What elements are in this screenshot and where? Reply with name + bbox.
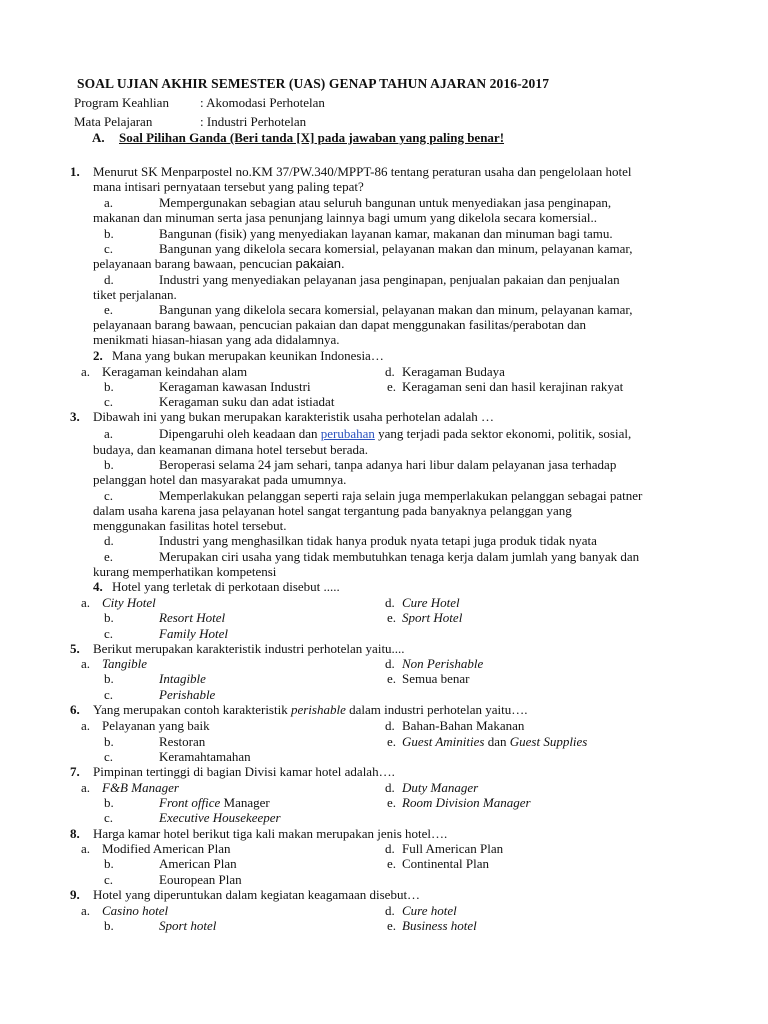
option-text: budaya, dan keamanan dimana hotel tersebut berada. — [93, 442, 369, 457]
option-text: Family Hotel — [159, 626, 228, 641]
option-text-part: Dipengaruhi oleh keadaan dan — [159, 426, 318, 441]
question-text-part: perishable — [290, 702, 346, 717]
option-text-part: pakaian. — [295, 256, 345, 271]
option-text: Keramahtamahan — [159, 749, 251, 764]
option-text: Cure hotel — [402, 903, 457, 918]
option-letter: d. — [385, 656, 395, 671]
option-letter: e. — [387, 734, 397, 749]
option-letter: e. — [387, 671, 397, 686]
option-text: Semua benar — [402, 671, 470, 686]
subject-label: Mata Pelajaran — [74, 114, 153, 129]
option-letter: b. — [104, 795, 114, 810]
program-label: Program Keahlian — [74, 95, 169, 110]
option-text-part: yang terjadi pada sektor ekonomi, politik, sosial, — [378, 426, 632, 441]
option-letter: b. — [104, 379, 114, 394]
question-number: 9. — [70, 887, 80, 902]
option-letter: e. — [387, 918, 397, 933]
option-letter: d. — [104, 533, 114, 548]
question-text — [93, 702, 527, 717]
question-text: Hotel yang diperuntukan dalam kegiatan keagamaan disebut… — [93, 887, 421, 902]
question-text: Mana yang bukan merupakan keunikan Indonesia… — [112, 348, 384, 363]
option-text-part: Front office — [159, 795, 221, 810]
option-letter: e. — [387, 795, 397, 810]
option-letter: b. — [104, 918, 114, 933]
option-letter: d. — [385, 595, 395, 610]
option-text-part: Manager — [223, 795, 270, 810]
option-letter: e. — [387, 610, 397, 625]
question-text: mana intisari pernyataan tersebut yang paling tepat? — [93, 179, 364, 194]
option-text: Industri yang menghasilkan tidak hanya produk nyata tetapi juga produk tidak nyata — [159, 533, 597, 548]
section-letter: A. — [92, 130, 105, 145]
option-letter: c. — [104, 626, 114, 641]
option-text: Sport hotel — [159, 918, 217, 933]
option-letter: c. — [104, 394, 114, 409]
option-text: Duty Manager — [402, 780, 479, 795]
question-number: 2. — [93, 348, 103, 363]
option-text: menikmati hiasan-hiasan yang ada didalamnya. — [93, 332, 340, 347]
option-text: Cure Hotel — [402, 595, 460, 610]
section-title: Soal Pilihan Ganda (Beri tanda [X] pada jawaban yang paling benar! — [119, 130, 505, 145]
option-letter: a. — [81, 656, 91, 671]
option-text: Keragaman kawasan Industri — [159, 379, 311, 394]
option-text: Intagible — [159, 671, 206, 686]
question-number: 1. — [70, 164, 80, 179]
option-text — [159, 426, 631, 441]
option-text: Industri yang menyediakan pelayanan jasa penginapan, penjualan pakaian dan penjualan — [159, 272, 620, 287]
option-letter: e. — [387, 856, 397, 871]
option-text: tiket perjalanan. — [93, 287, 177, 302]
option-letter: b. — [104, 610, 114, 625]
option-text: pelayanaan barang bawaan, pencucian pakaian dan dapat menggunakan fasilitas/perabotan dan — [93, 317, 587, 332]
option-letter: c. — [104, 810, 114, 825]
option-text: Keragaman keindahan alam — [102, 364, 248, 379]
option-text — [402, 734, 587, 749]
option-text: makanan dan minuman serta jasa penunjang lainnya bagi umum yang dikelola secara komersial.. — [93, 210, 597, 225]
option-text: Casino hotel — [102, 903, 169, 918]
option-text: kurang memperhatikan kompetensi — [93, 564, 277, 579]
option-text: Keragaman seni dan hasil kerajinan rakyat — [402, 379, 624, 394]
perubahan-link[interactable]: perubahan — [320, 426, 375, 441]
option-text-part: Guest Aminities — [402, 734, 485, 749]
option-text: Eouropean Plan — [159, 872, 242, 887]
option-letter: a. — [81, 780, 91, 795]
page-title: SOAL UJIAN AKHIR SEMESTER (UAS) GENAP TAHUN AJARAN 2016-2017 — [77, 76, 550, 91]
option-letter: b. — [104, 226, 114, 241]
option-letter: d. — [104, 272, 114, 287]
option-letter: a. — [81, 718, 91, 733]
option-text: Full American Plan — [402, 841, 504, 856]
question-number: 3. — [70, 409, 80, 424]
option-text — [93, 256, 345, 271]
question-number: 8. — [70, 826, 80, 841]
option-text: Bangunan yang dikelola secara komersial, pelayanan makan dan minum, pelayanan kamar, — [159, 241, 633, 256]
program-value: : Akomodasi Perhotelan — [200, 95, 325, 110]
option-letter: d. — [385, 903, 395, 918]
question-number: 6. — [70, 702, 80, 717]
option-letter: c. — [104, 488, 114, 503]
option-text: American Plan — [159, 856, 237, 871]
option-letter: d. — [385, 718, 395, 733]
question-text: Berikut merupakan karakteristik industri perhotelan yaitu.... — [93, 641, 405, 656]
option-letter: a. — [104, 426, 114, 441]
option-letter: b. — [104, 671, 114, 686]
option-letter: e. — [104, 549, 114, 564]
question-number: 4. — [93, 579, 103, 594]
option-text: Modified American Plan — [102, 841, 231, 856]
option-text: Bangunan yang dikelola secara komersial, pelayanan makan dan minum, pelayanan kamar, — [159, 302, 633, 317]
option-text: Bangunan (fisik) yang menyediakan layanan kamar, makanan dan minuman bagi tamu. — [159, 226, 613, 241]
option-text — [159, 795, 270, 810]
option-text: Resort Hotel — [159, 610, 226, 625]
question-text: Menurut SK Menparpostel no.KM 37/PW.340/MPPT-86 tentang peraturan usaha dan pengelolaan hotel — [93, 164, 632, 179]
option-text: Mempergunakan sebagian atau seluruh bangunan untuk menyediakan jasa penginapan, — [159, 195, 612, 210]
option-text-part: Guest Supplies — [509, 734, 588, 749]
question-text-part: dalam industri perhotelan yaitu…. — [349, 702, 528, 717]
option-text-part: pelayanaan barang bawaan, pencucian — [93, 256, 293, 271]
option-text: Merupakan ciri usaha yang tidak membutuhkan tenaga kerja dalam jumlah yang banyak dan — [159, 549, 640, 564]
option-letter: c. — [104, 241, 114, 256]
option-text-part: dan — [487, 734, 507, 749]
question-text-part: Yang merupakan contoh karakteristik — [93, 702, 288, 717]
option-letter: c. — [104, 687, 114, 702]
option-letter: a. — [81, 903, 91, 918]
option-text: City Hotel — [102, 595, 156, 610]
option-text: Bahan-Bahan Makanan — [402, 718, 525, 733]
option-letter: a. — [81, 595, 91, 610]
option-letter: e. — [104, 302, 114, 317]
option-letter: a. — [81, 364, 91, 379]
option-text: F&B Manager — [102, 780, 179, 795]
option-letter: d. — [385, 841, 395, 856]
option-letter: e. — [387, 379, 397, 394]
option-text: Tangible — [102, 656, 148, 671]
option-text: Pelayanan yang baik — [102, 718, 210, 733]
option-text: Executive Housekeeper — [159, 810, 281, 825]
option-letter: b. — [104, 734, 114, 749]
option-text: Non Perishable — [402, 656, 484, 671]
option-text: Restoran — [159, 734, 206, 749]
option-letter: d. — [385, 364, 395, 379]
option-letter: c. — [104, 749, 114, 764]
option-text: Continental Plan — [402, 856, 490, 871]
question-text: Harga kamar hotel berikut tiga kali makan merupakan jenis hotel…. — [93, 826, 448, 841]
option-text: Keragaman suku dan adat istiadat — [159, 394, 335, 409]
question-number: 5. — [70, 641, 80, 656]
subject-value: : Industri Perhotelan — [200, 114, 307, 129]
option-text: dalam usaha karena jasa pelayanan hotel sangat tergantung pada banyaknya pelanggan yang — [93, 503, 572, 518]
question-number: 7. — [70, 764, 80, 779]
option-text: Sport Hotel — [402, 610, 463, 625]
question-text: Pimpinan tertinggi di bagian Divisi kamar hotel adalah…. — [93, 764, 395, 779]
option-letter: d. — [385, 780, 395, 795]
option-letter: a. — [81, 841, 91, 856]
option-letter: b. — [104, 457, 114, 472]
option-letter: a. — [104, 195, 114, 210]
option-text: Memperlakukan pelanggan seperti raja selain juga memperlakukan pelanggan sebagai patner — [159, 488, 643, 503]
option-text: pelanggan hotel dan masyarakat pada umumnya. — [93, 472, 347, 487]
question-text: Hotel yang terletak di perkotaan disebut ..... — [112, 579, 340, 594]
option-text: Beroperasi selama 24 jam sehari, tanpa adanya hari libur dalam pelayanan jasa terhadap — [159, 457, 617, 472]
option-text: menggunakan fasilitas hotel tersebut. — [93, 518, 287, 533]
option-text: Perishable — [159, 687, 216, 702]
option-text: Business hotel — [402, 918, 477, 933]
option-letter: b. — [104, 856, 114, 871]
option-text: Room Division Manager — [402, 795, 531, 810]
option-letter: c. — [104, 872, 114, 887]
option-text: Keragaman Budaya — [402, 364, 505, 379]
question-text: Dibawah ini yang bukan merupakan karakteristik usaha perhotelan adalah … — [93, 409, 495, 424]
